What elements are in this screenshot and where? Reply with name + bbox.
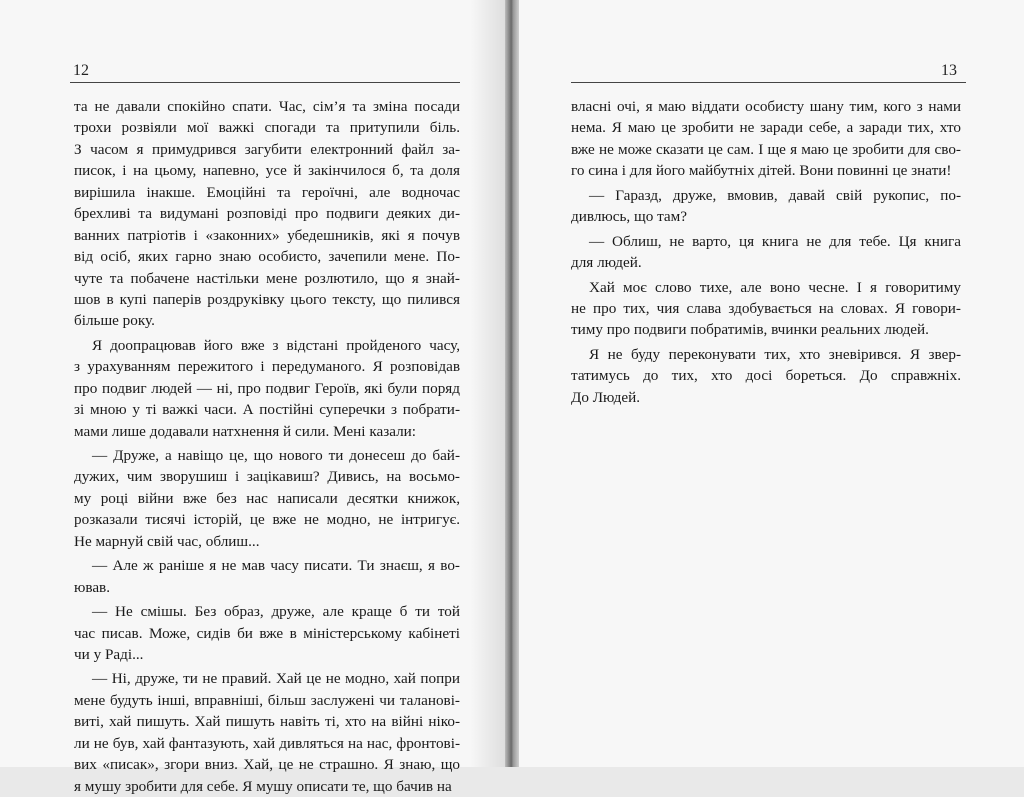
text-line: вже не може сказати це сам. І ще я маю це зробити для сво- [571, 140, 961, 158]
text-line: писок, і на цьому, напевно, усе й закінчилося б, та доля [74, 162, 460, 180]
text-line: ли не був, хай фантазують, хай дивляться на нас, фронтові- [74, 734, 460, 752]
text-line: чи у Раді... [74, 645, 144, 663]
text-line: розказали тисячі історій, це вже не модно, не інтригує. [74, 511, 460, 529]
text-line: трохи розвіяли мої важкі спогади та притупили біль. [74, 119, 460, 137]
paragraph [74, 335, 460, 442]
paragraph [74, 555, 460, 598]
text-line: — Друже, а навіщо це, що нового ти донесеш до бай- [92, 447, 460, 464]
text-line: про подвиг людей — ні, про подвиг Героїв, які були поряд [74, 379, 460, 397]
right-page [519, 0, 1024, 767]
text-line: з урахуванням пережитого і передуманого. Я розповідав [74, 358, 460, 376]
right-page-text [571, 96, 961, 408]
text-line: мами лише додавали натхнення й сили. Мені казали: [74, 422, 417, 440]
text-line: тиму про подвиги побратимів, вчинки реальних людей. [571, 321, 929, 339]
text-line: я мушу зробити для себе. Я мушу описати те, що бачив на [74, 777, 452, 795]
text-line: Хай моє слово тихе, але воно чесне. І я говоритиму [589, 278, 961, 296]
left-page-text [74, 96, 460, 797]
text-line: чуте та побачене настільки мене розлютило, що я знай- [74, 269, 460, 287]
text-line: зі мною у ті важкі часи. А постійні суперечки з побрати- [74, 401, 460, 419]
book-gutter [505, 0, 519, 767]
text-line: Я не буду переконувати тих, хто зневірився. Я звер- [589, 345, 961, 363]
text-line: більше року. [74, 312, 155, 330]
text-line: дивлюсь, що там? [571, 208, 688, 226]
text-line: від осіб, яких гарно знаю особисто, зачепили мене. По- [74, 248, 460, 266]
text-line: ював. [74, 578, 111, 596]
paragraph [74, 445, 460, 552]
text-line: ванних патріотів і «законних» убедешників, які я почув [74, 226, 460, 244]
text-line: мене будуть інші, вправніші, більш заслужені чи таланові- [74, 691, 460, 709]
text-line: шов в купі паперів роздруківку цього тексту, що пилився [74, 290, 460, 308]
text-line: та не давали спокійно спати. Час, сім’я та зміна посади [74, 98, 460, 115]
text-line: До Людей. [571, 388, 641, 406]
paragraph [571, 231, 961, 274]
text-line: не про тих, чия слава здобувається на словах. Я говори- [571, 299, 961, 317]
header-rule-right [571, 82, 966, 83]
text-line: татимусь до тих, хто досі бореться. До справжніх. [571, 367, 961, 385]
text-line: — Не смішы. Без образ, друже, але краще б ти той [92, 603, 460, 621]
text-line: вих «писак», згори вниз. Хай, це не страшно. Я знаю, що [74, 756, 460, 774]
text-line: — Ні, друже, ти не правий. Хай це не модно, хай попри [92, 670, 460, 688]
gutter-shadow-left [470, 0, 505, 767]
header-rule-left [70, 82, 460, 83]
text-line: Не марнуй свій час, облиш... [74, 532, 260, 550]
text-line: виті, хай пишуть. Хай пишуть навіть ті, хто на війні ніко- [74, 713, 460, 731]
text-line: час писав. Може, сидів би вже в міністерському кабінеті [74, 624, 460, 642]
text-line: Я доопрацював його вже з відстані пройденого часу, [92, 336, 460, 354]
text-line: — Але ж раніше я не мав часу писати. Ти знаєш, я во- [92, 557, 460, 575]
text-line: му році війни вже без нас написали десятки книжок, [74, 489, 460, 507]
paragraph [571, 344, 961, 408]
text-line: З часом я примудрився загубити електронний файл за- [74, 140, 460, 158]
paragraph [74, 601, 460, 665]
paragraph [571, 185, 961, 228]
text-line: — Гаразд, друже, вмовив, давай свій рукопис, по- [589, 186, 961, 204]
page-number-right: 13 [941, 62, 957, 79]
text-line: нема. Я маю це зробити не заради себе, а заради тих, хто [571, 119, 961, 137]
text-line: го сина і для його майбутніх дітей. Вони повинні це знати! [571, 162, 952, 180]
text-line: для людей. [571, 254, 642, 272]
text-line: — Облиш, не варто, ця книга не для тебе. Ця книга [589, 232, 961, 250]
page-number-left: 12 [73, 62, 89, 79]
paragraph [74, 96, 460, 332]
left-page [0, 0, 505, 795]
text-line: власні очі, я маю віддати особисту шану тим, кого з нами [571, 98, 961, 115]
paragraph [571, 96, 961, 182]
text-line: брехливі та видумані розповіді про подвиги деяких ди- [74, 205, 460, 223]
text-line: дужих, чим зворушиш і зацікавиш? Дивись, на восьмо- [74, 468, 460, 486]
paragraph [74, 668, 460, 797]
paragraph [571, 277, 961, 341]
text-line: вирішила інакше. Емоційні та героїчні, але водночас [74, 183, 460, 201]
